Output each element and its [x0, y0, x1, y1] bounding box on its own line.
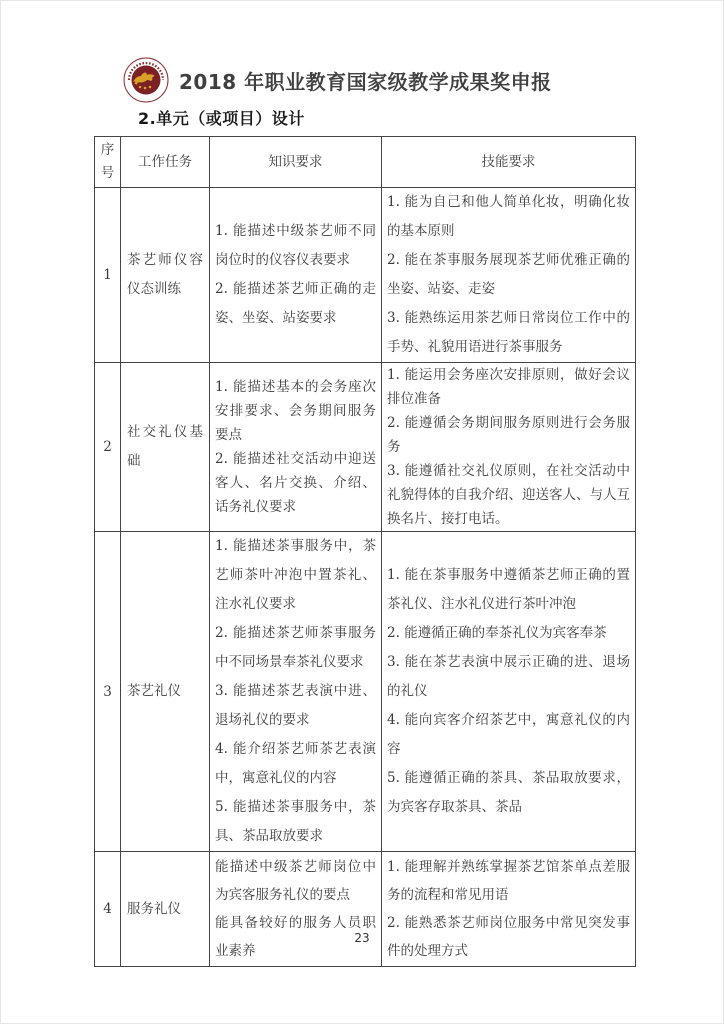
document-title: 2018 年职业教育国家级教学成果奖申报: [179, 69, 552, 94]
cell-task: 服务礼仪: [121, 852, 210, 967]
requirement-item: 能具备较好的服务人员职业素养: [215, 915, 376, 959]
requirement-item: 1. 能为自己和他人简单化妆，明确化妆的基本原则: [387, 194, 630, 239]
table-row: [95, 532, 636, 852]
requirement-item: 1. 能运用会务座次安排原则，做好会议排位准备: [387, 367, 630, 407]
requirement-item: 能描述中级茶艺师岗位中为宾客服务礼仪的要点: [215, 859, 376, 903]
unit-design-table: [94, 136, 636, 967]
cell-task: 茶艺师仪容仪态训练: [121, 188, 210, 363]
requirement-item: 2. 能熟悉茶艺师岗位服务中常见突发事件的处理方式: [387, 915, 630, 959]
cell-skills: [382, 532, 636, 852]
table-row: [95, 363, 636, 532]
col-header-skills: 技能要求: [382, 137, 636, 188]
requirement-item: 1. 能描述茶事服务中，茶艺师茶叶冲泡中置茶礼、注水礼仪要求: [215, 538, 376, 612]
cell-skills: [382, 363, 636, 532]
cell-skills: [382, 852, 636, 967]
cell-serial: 4: [95, 852, 121, 967]
cell-knowledge: [210, 852, 382, 967]
page-header: [123, 57, 552, 103]
section-title: 2.单元（或项目）设计: [138, 109, 305, 128]
col-header-serial: 序号: [95, 137, 121, 188]
requirement-item: 3. 能描述茶艺表演中进、退场礼仪的要求: [215, 683, 376, 728]
requirement-item: 3. 能在茶艺表演中展示正确的进、退场的礼仪: [387, 654, 630, 699]
requirement-item: 2. 能在茶事服务展现茶艺师优雅正确的坐姿、站姿、走姿: [387, 252, 630, 297]
page-number: 23: [354, 931, 370, 945]
requirement-item: 1. 能理解并熟练掌握茶艺馆茶单点差服务的流程和常见用语: [387, 859, 630, 903]
requirement-item: 2. 能描述社交活动中迎送客人、名片交换、介绍、话务礼仪要求: [215, 451, 376, 515]
cell-serial: 2: [95, 363, 121, 532]
requirement-item: 2. 能描述茶艺师正确的走姿、坐姿、站姿要求: [215, 281, 376, 326]
requirement-item: 2. 能遵循正确的奉茶礼仪为宾客奉茶: [387, 625, 607, 641]
requirement-item: 3. 能遵循社交礼仪原则，在社交活动中礼貌得体的自我介绍、迎送客人、与人互换名片、接打电话。: [387, 463, 630, 527]
galloping-horse-seal-logo: [123, 57, 169, 103]
cell-serial: 1: [95, 188, 121, 363]
col-header-task: 工作任务: [121, 137, 210, 188]
cell-knowledge: [210, 363, 382, 532]
requirement-item: 4. 能向宾客介绍茶艺中，寓意礼仪的内容: [387, 712, 630, 757]
requirement-item: 2. 能遵循会务期间服务原则进行会务服务: [387, 415, 630, 455]
requirement-item: 5. 能描述茶事服务中，茶具、茶品取放要求: [215, 799, 376, 844]
cell-serial: 3: [95, 532, 121, 852]
col-header-knowledge: 知识要求: [210, 137, 382, 188]
requirement-item: 1. 能描述基本的会务座次安排要求、会务期间服务要点: [215, 379, 376, 443]
cell-knowledge: [210, 532, 382, 852]
requirement-item: 1. 能描述中级茶艺师不同岗位时的仪容仪表要求: [215, 223, 376, 268]
requirement-item: 2. 能描述茶艺师茶事服务中不同场景奉茶礼仪要求: [215, 625, 376, 670]
table-row: [95, 852, 636, 967]
requirement-item: 3. 能熟练运用茶艺师日常岗位工作中的手势、礼貌用语进行茶事服务: [387, 310, 630, 355]
cell-task: 茶艺礼仪: [121, 532, 210, 852]
table-header-row: [95, 137, 636, 188]
requirement-item: 1. 能在茶事服务中遵循茶艺师正确的置茶礼仪、注水礼仪进行茶叶冲泡: [387, 567, 630, 612]
cell-knowledge: [210, 188, 382, 363]
requirement-item: 4. 能介绍茶艺师茶艺表演中，寓意礼仪的内容: [215, 741, 376, 786]
table-row: [95, 188, 636, 363]
cell-task: 社交礼仪基础: [121, 363, 210, 532]
requirement-item: 5. 能遵循正确的茶具、茶品取放要求，为宾客存取茶具、茶品: [387, 770, 630, 815]
cell-skills: [382, 188, 636, 363]
